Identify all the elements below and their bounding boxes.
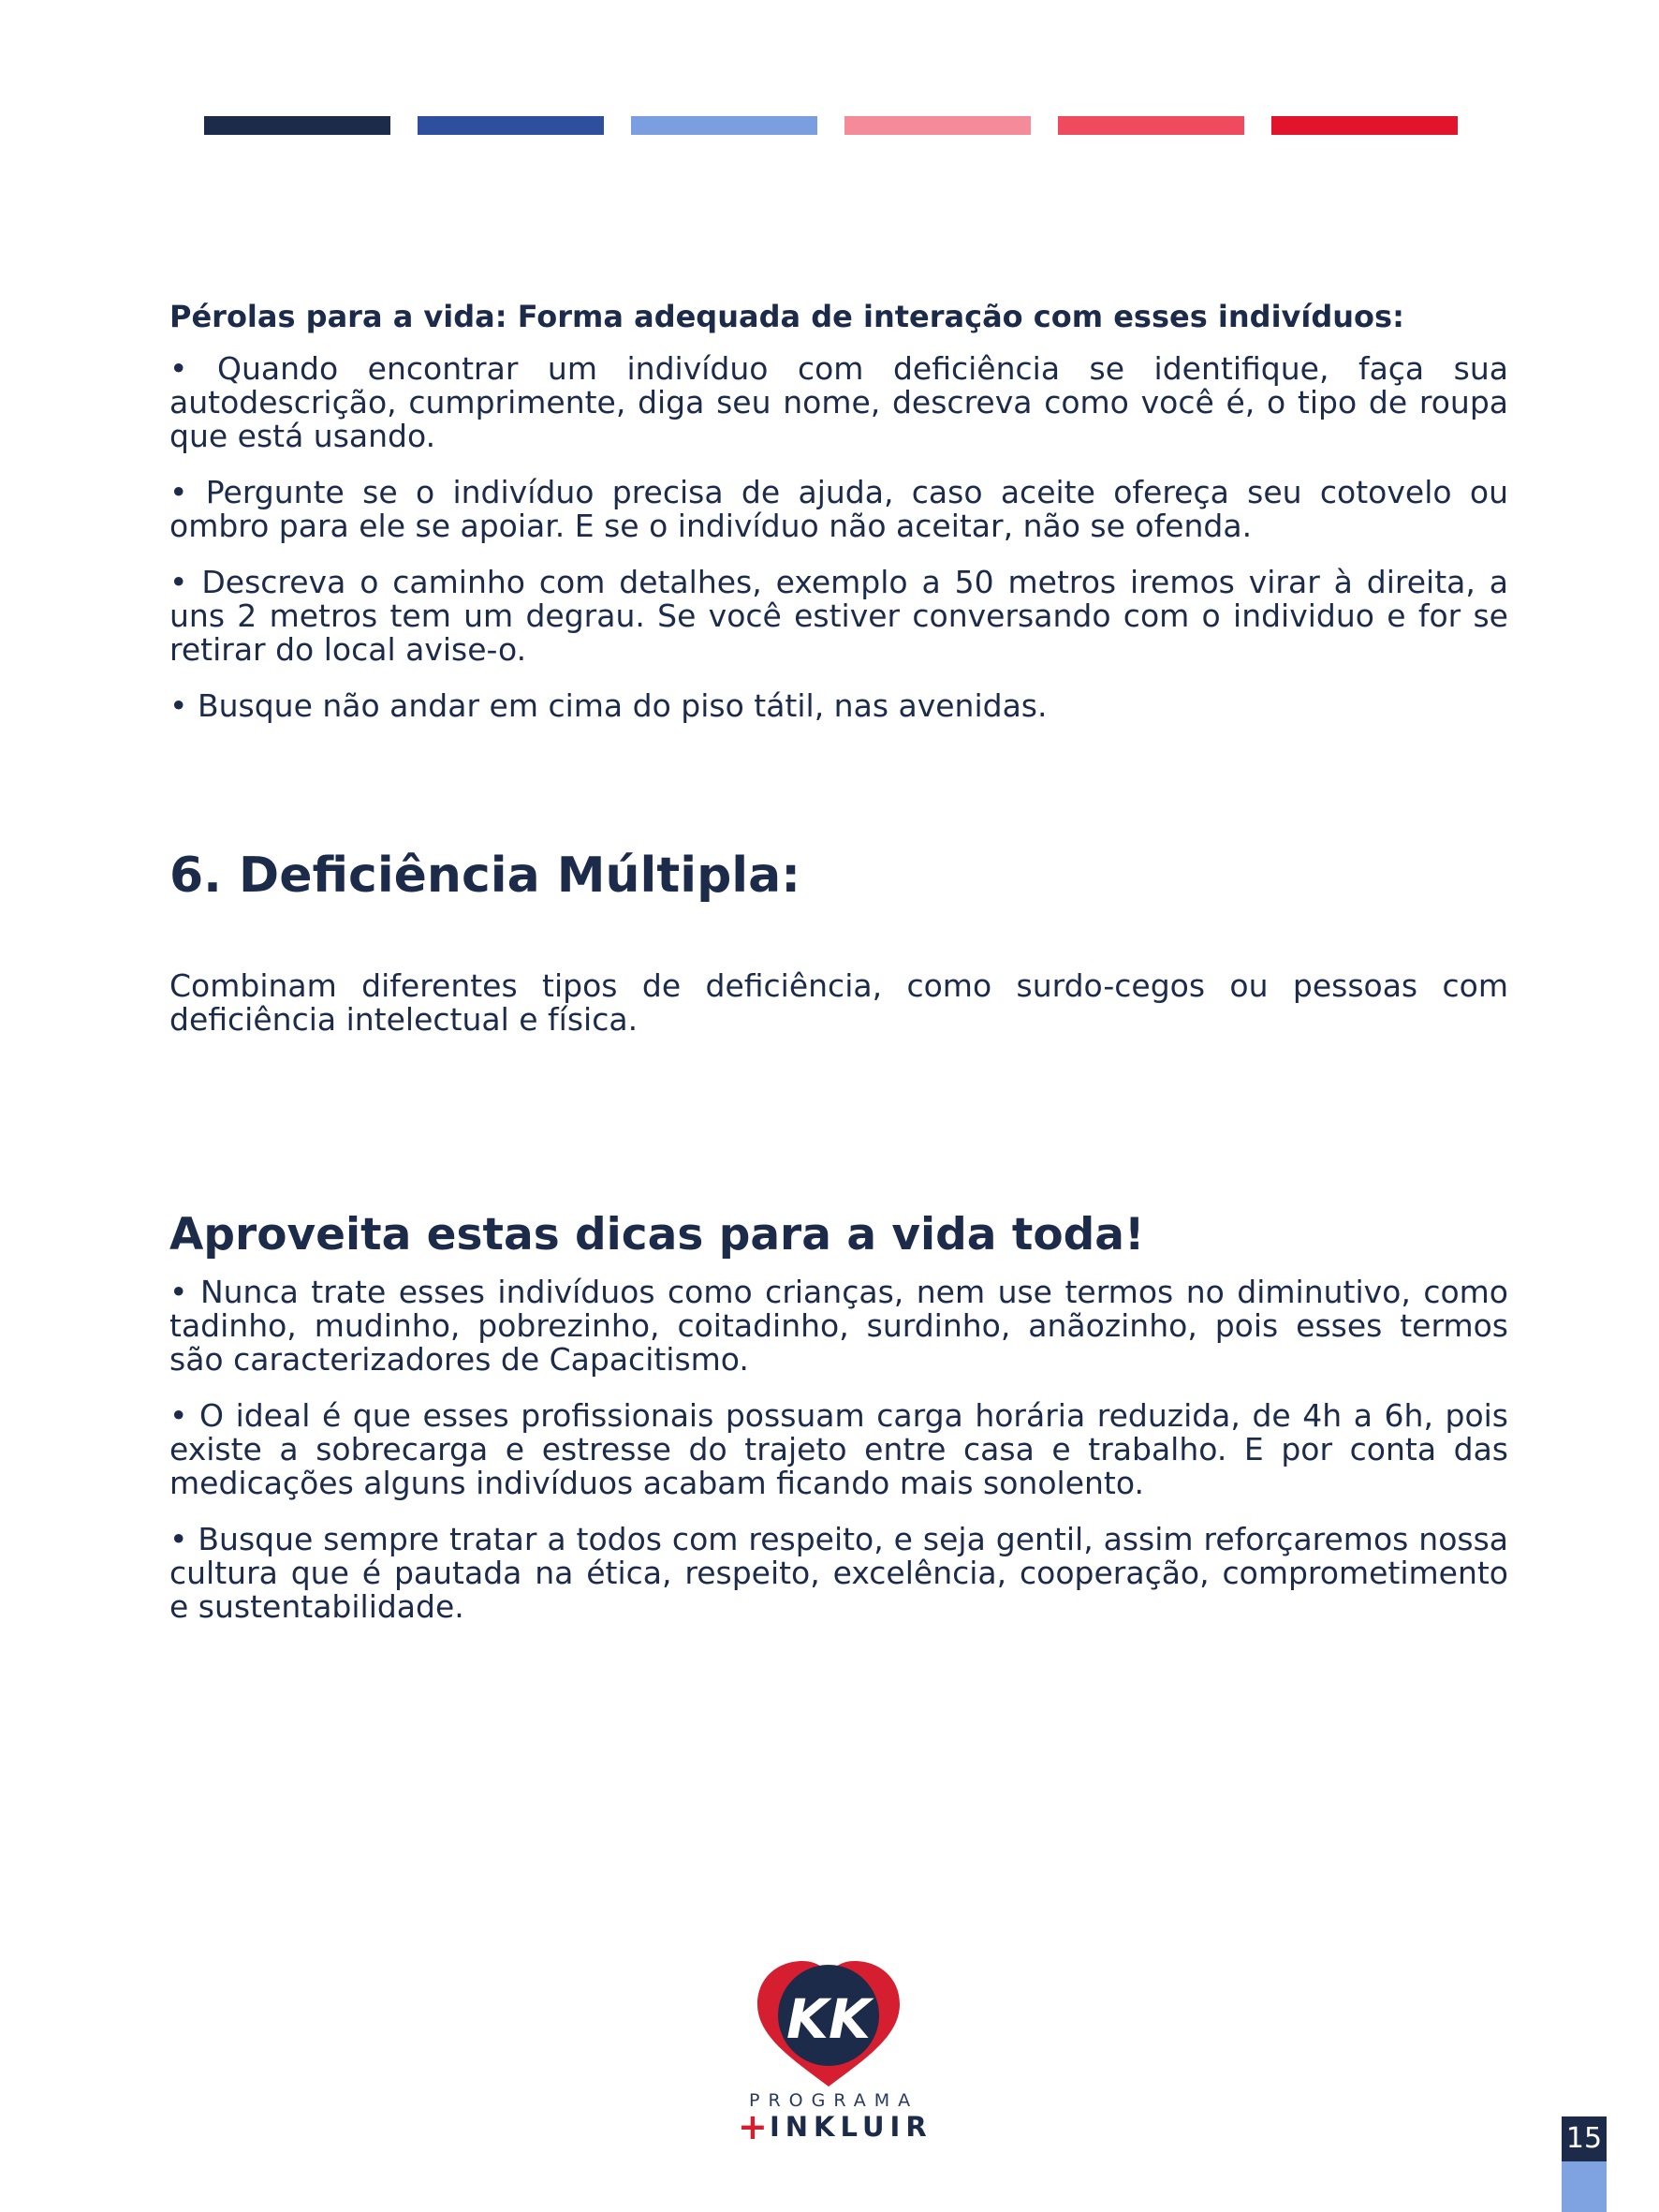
programa-inkluir-logo bbox=[730, 1957, 932, 2147]
color-bar-3 bbox=[631, 116, 817, 135]
color-bar-1 bbox=[204, 116, 390, 135]
pearls-item-1: • Quando encontrar um indivíduo com deficiência se identifique, faça sua autodescrição, cumprimente, diga seu nome, descreva como você é, o tipo de roupa que está usando. bbox=[169, 350, 1508, 454]
pearls-item-3: • Descreva o caminho com detalhes, exemplo a 50 metros iremos virar à direita, a uns 2 metros tem um degrau. Se você estiver conversando com o individuo e for se retirar do local avise-o. bbox=[169, 564, 1508, 668]
tips-heading: Aproveita estas dicas para a vida toda! bbox=[169, 1209, 1145, 1261]
color-bar-4 bbox=[844, 116, 1031, 135]
tips-section bbox=[169, 1206, 1508, 1646]
heart-logo-icon bbox=[754, 1957, 903, 2088]
page-number: 15 bbox=[1562, 2116, 1607, 2161]
tips-item-1: • Nunca trate esses indivíduos como crianças, nem use termos no diminutivo, como tadinho, mudinho, pobrezinho, coitadinho, surdinho, anãozinho, pois esses termos são caracterizadores de Capacitismo. bbox=[169, 1274, 1508, 1378]
color-bar-2 bbox=[418, 116, 604, 135]
tips-item-2: • O ideal é que esses profissionais possuam carga horária reduzida, de 4h a 6h, pois existe a sobrecarga e estresse do trajeto entre casa e trabalho. E por conta das medicações alguns indivíduos acabam ficando mais sonolento. bbox=[169, 1397, 1508, 1501]
pearls-title: Pérolas para a vida: Forma adequada de interação com esses indivíduos: bbox=[169, 299, 1404, 334]
logo-monogram: KK bbox=[786, 1987, 871, 2051]
color-bar-5 bbox=[1058, 116, 1244, 135]
logo-bottom bbox=[736, 2106, 932, 2147]
page-number-tab bbox=[1562, 2116, 1607, 2212]
section-heading: 6. Deficiência Múltipla: bbox=[169, 848, 800, 904]
logo-plus-icon: + bbox=[738, 2106, 768, 2147]
section-body bbox=[169, 969, 1508, 1059]
color-bar-6 bbox=[1271, 116, 1458, 135]
section-body-text: Combinam diferentes tipos de deficiência, como surdo-cegos ou pessoas com deficiência intelectual e física. bbox=[169, 967, 1508, 1038]
tips-item-3: • Busque sempre tratar a todos com respeito, e seja gentil, assim reforçaremos nossa cultura que é pautada na ética, respeito, excelência, cooperação, comprometimento e sustentabilidade. bbox=[169, 1521, 1508, 1625]
pearls-section bbox=[169, 298, 1508, 745]
pearls-item-2: • Pergunte se o indivíduo precisa de ajuda, caso aceite ofereça seu cotovelo ou ombro para ele se apoiar. E se o indivíduo não aceitar, não se ofenda. bbox=[169, 474, 1508, 544]
logo-inkluir-text: INKLUIR bbox=[770, 2111, 932, 2143]
logo-programa-text: PROGRAMA bbox=[749, 2090, 919, 2111]
pearls-item-4: • Busque não andar em cima do piso tátil, nas avenidas. bbox=[169, 687, 1048, 724]
header-color-bars bbox=[204, 116, 1455, 135]
